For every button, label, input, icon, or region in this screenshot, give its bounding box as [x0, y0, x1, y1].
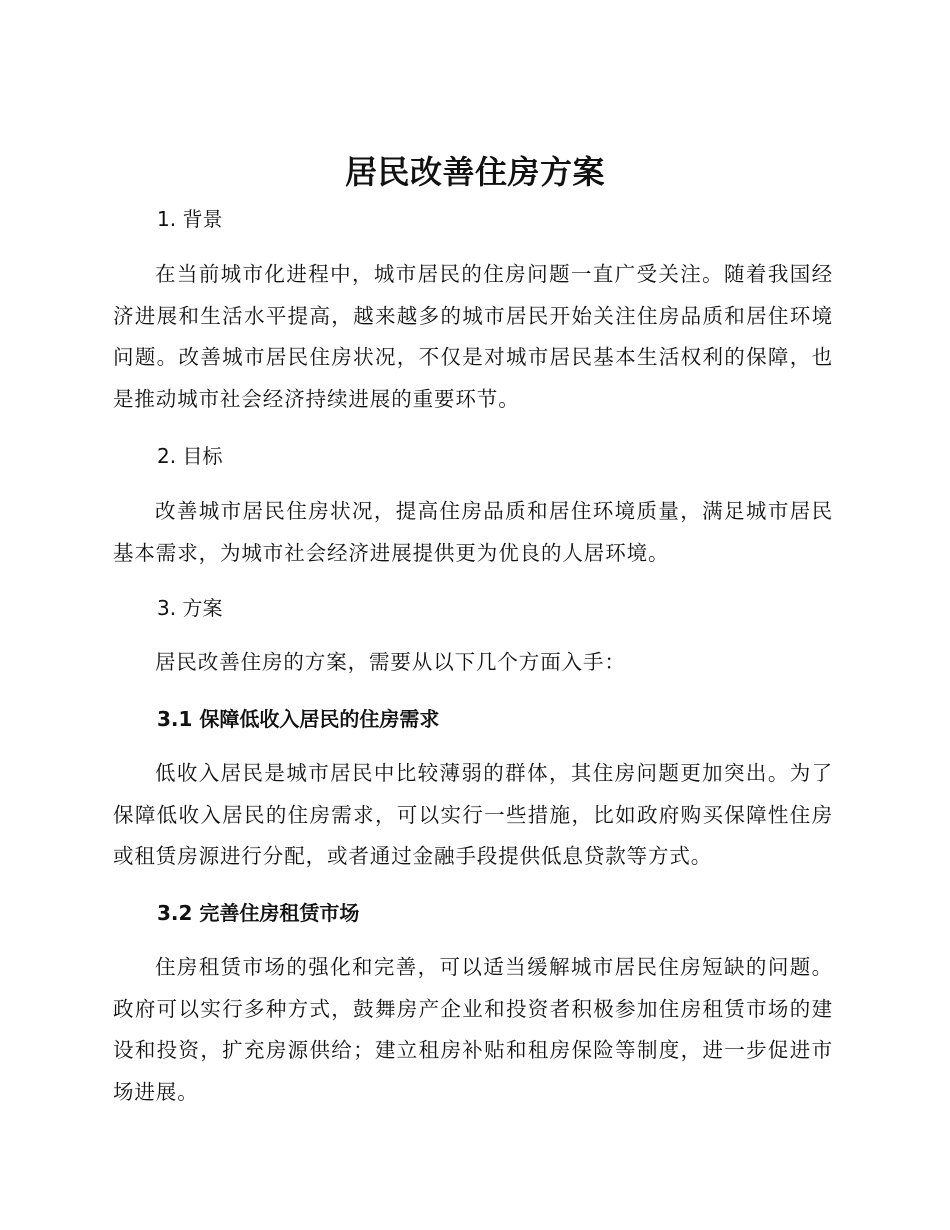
section-paragraph-goal: 改善城市居民住房状况，提高住房品质和居住环境质量，满足城市居民基本需求，为城市社会经济进展提供更为优良的人居环境。	[113, 499, 833, 565]
section-paragraph-rental-market: 住房租赁市场的强化和完善，可以适当缓解城市居民住房短缺的问题。政府可以实行多种方式，鼓舞房产企业和投资者积极参加住房租赁市场的建设和投资，扩充房源供给；建立租房补贴和租房保险等制度，进一步促进市场进展。	[113, 955, 833, 1104]
section-heading-background: 1. 背景	[157, 207, 223, 231]
section-heading-low-income: 3.1 保障低收入居民的住房需求	[157, 707, 440, 731]
section-heading-rental-market: 3.2 完善住房租赁市场	[157, 901, 360, 925]
section-paragraph-plan: 居民改善住房的方案，需要从以下几个方面入手：	[155, 650, 626, 674]
section-heading-goal: 2. 目标	[157, 444, 223, 468]
document-title: 居民改善住房方案	[344, 153, 605, 191]
section-heading-plan: 3. 方案	[157, 596, 223, 620]
section-paragraph-low-income: 低收入居民是城市居民中比较薄弱的群体，其住房问题更加突出。为了保障低收入居民的住房需求，可以实行一些措施，比如政府购买保障性住房或租赁房源进行分配，或者通过金融手段提供低息贷款等方式。	[113, 761, 833, 868]
section-paragraph-background: 在当前城市化进程中，城市居民的住房问题一直广受关注。随着我国经济进展和生活水平提高，越来越多的城市居民开始关注住房品质和居住环境问题。改善城市居民住房状况，不仅是对城市居民基本生活权利的保障，也是推动城市社会经济持续进展的重要环节。	[113, 262, 833, 411]
